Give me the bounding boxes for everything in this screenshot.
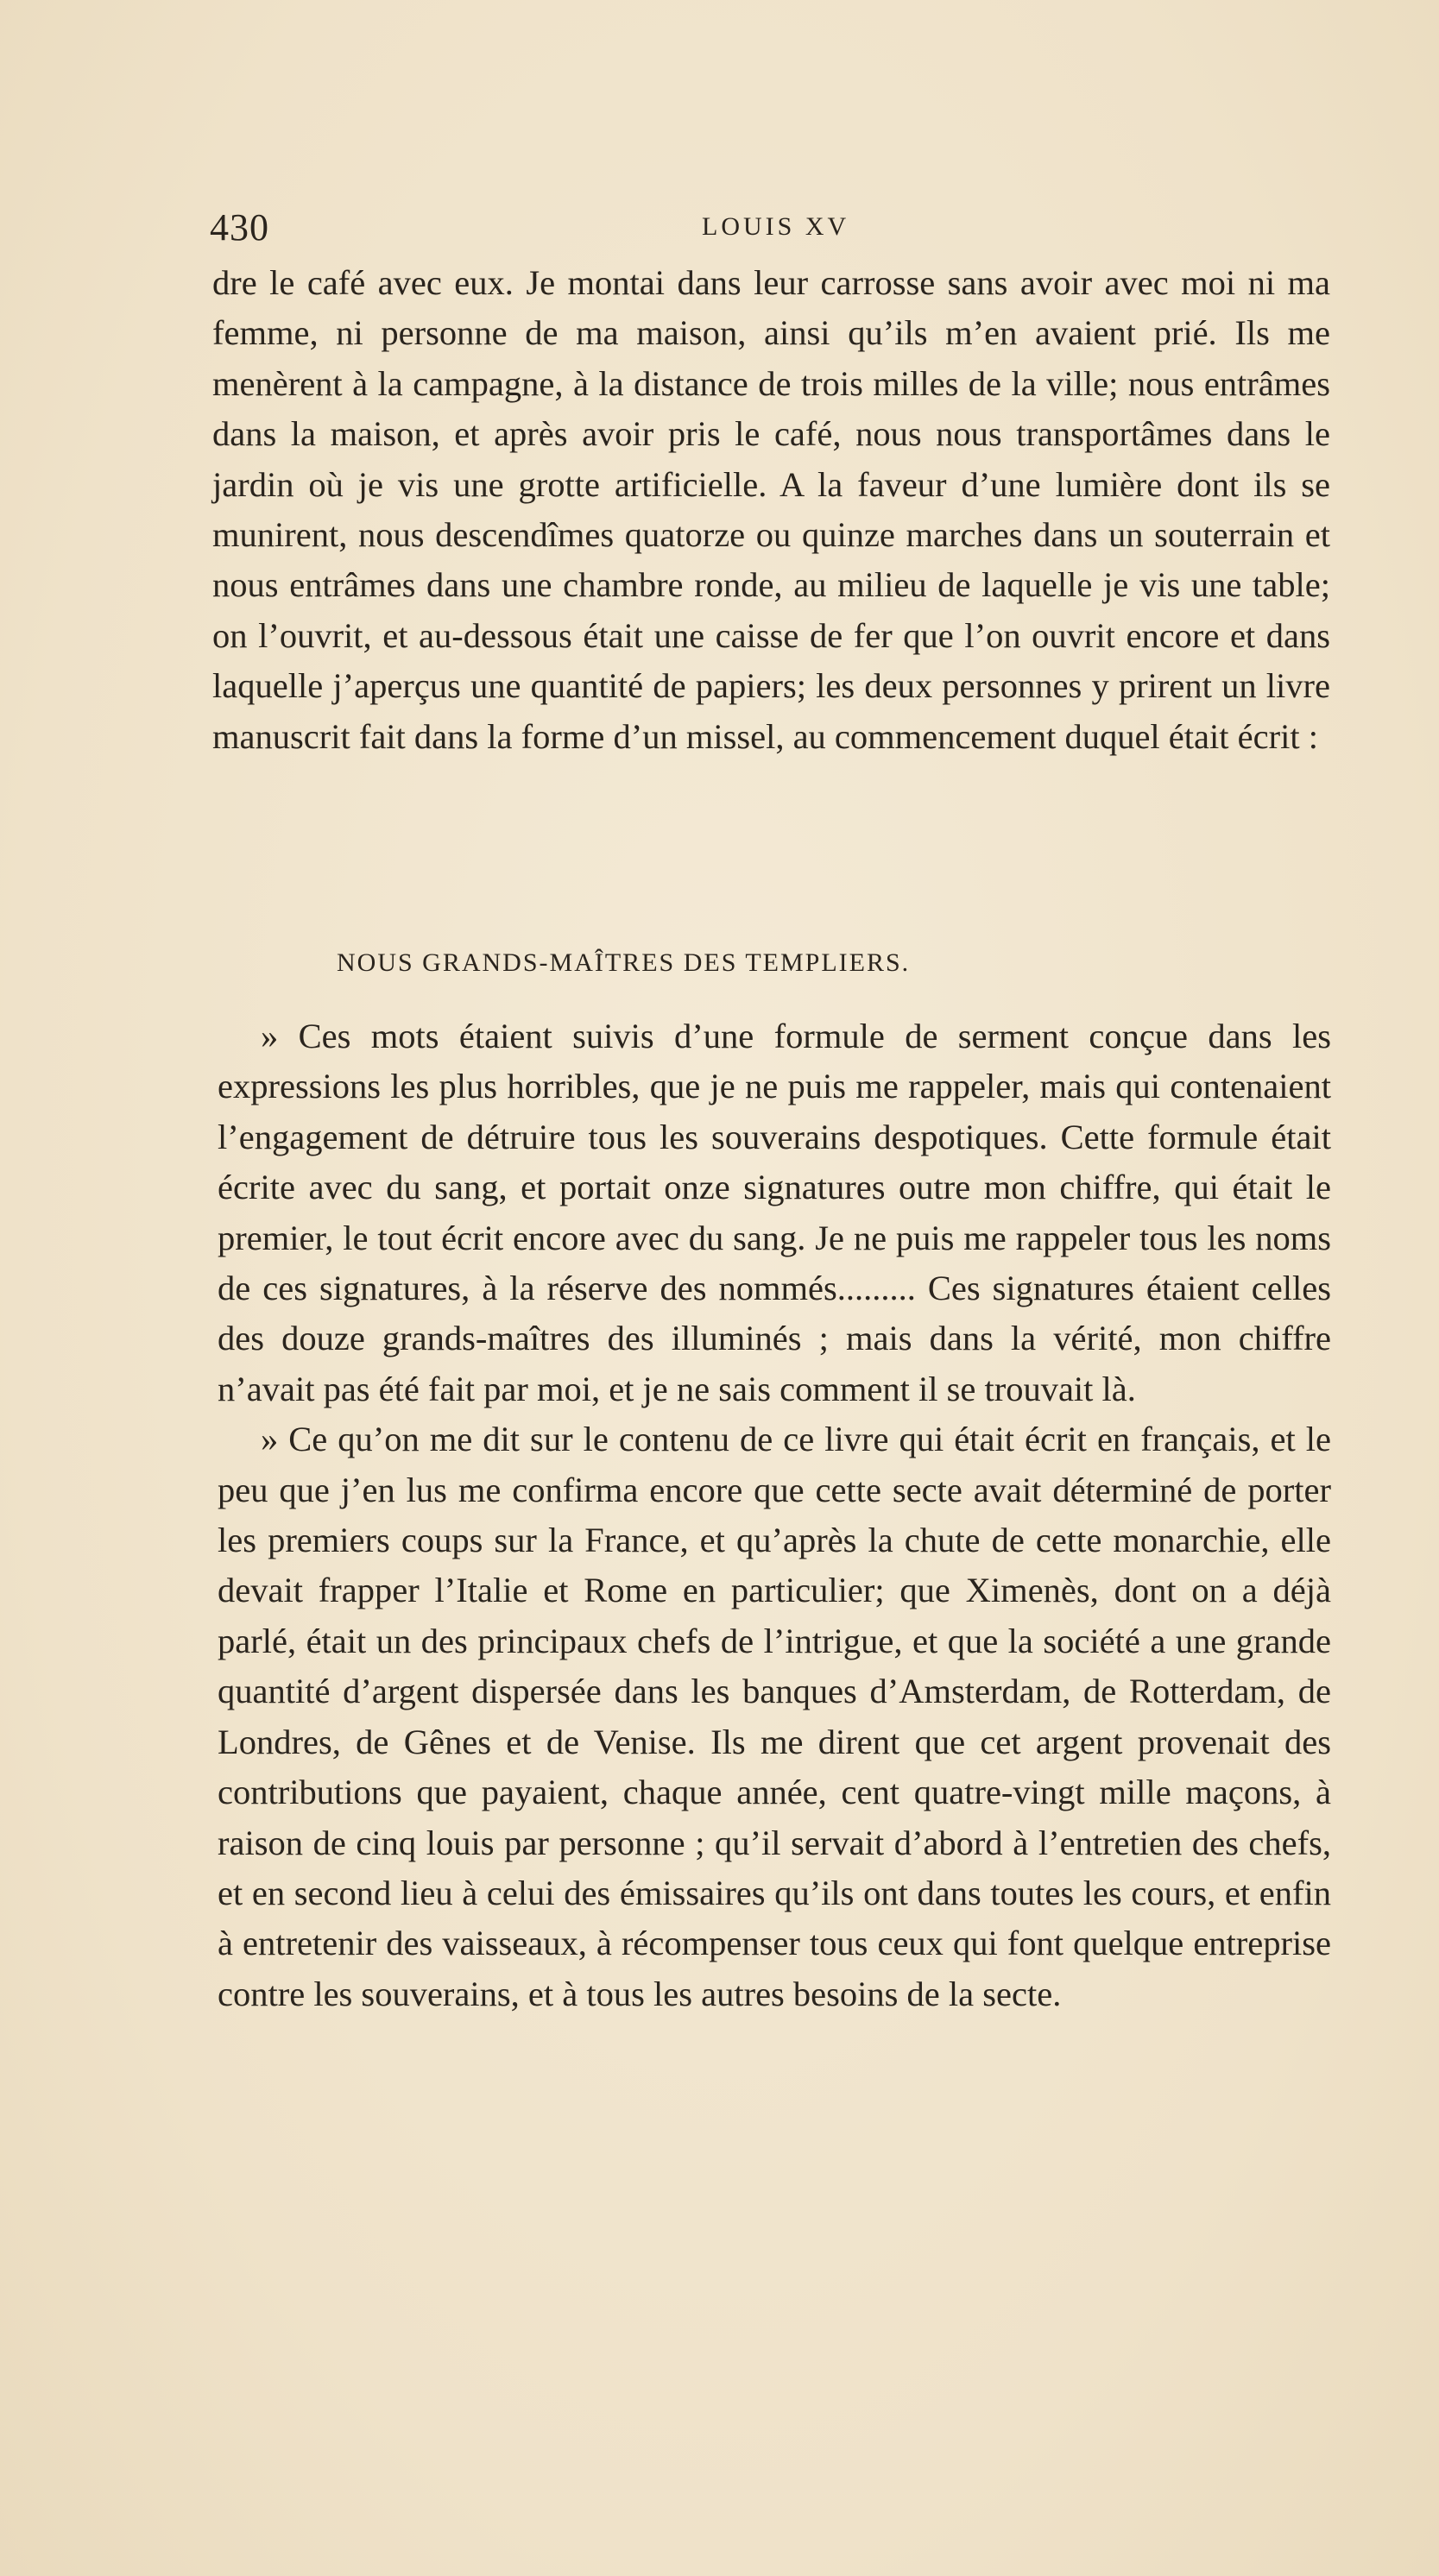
opening-text-block	[212, 258, 1330, 762]
running-title: LOUIS XV	[702, 212, 850, 241]
quoted-paragraph-2: » Ce qu’on me dit sur le contenu de ce livre qui était écrit en français, et le peu que j’en lus me confirma encore que cette secte avait déterminé de porter les premiers coups sur la France, et qu’après la chute de cette monarchie, elle devait frapper l’Italie et Rome en particulier; que Ximenès, dont on a déjà parlé, était un des principaux chefs de l’intrigue, et que la société a une grande quantité d’argent dispersée dans les banques d’Amsterdam, de Rotterdam, de Londres, de Gênes et de Venise. Ils me dirent que cet argent provenait des contributions que payaient, chaque année, cent quatre-vingt mille maçons, à raison de cinq louis par personne ; qu’il servait d’abord à l’entretien des chefs, et en second lieu à celui des émissaires qu’ils ont dans toutes les cours, et enfin à entretenir des vaisseaux, à récompenser tous ceux qui font quelque entreprise contre les souverains, et à tous les autres besoins de la secte.	[218, 1420, 1331, 2013]
quoted-text-block	[218, 1011, 1331, 2019]
page-header	[210, 205, 1332, 249]
section-heading: NOUS GRANDS-MAÎTRES DES TEMPLIERS.	[337, 948, 911, 977]
quoted-paragraph-1: » Ces mots étaient suivis d’une formule de serment conçue dans les expressions les plus horribles, que je ne puis me rappeler, mais qui contenaient l’engagement de détruire tous les souverains despotiques. Cette formule était écrite avec du sang, et portait onze signatures outre mon chiffre, qui était le premier, le tout écrit encore avec du sang. Je ne puis me rappeler tous les noms de ces signatures, à la réserve des nommés......... Ces signatures étaient celles des douze grands-maîtres des illuminés ; mais dans la vérité, mon chiffre n’avait pas été fait par moi, et je ne sais comment il se trouvait là.	[218, 1017, 1331, 1408]
page-number: 430	[210, 206, 269, 249]
opening-paragraph: dre le café avec eux. Je montai dans leur carrosse sans avoir avec moi ni ma femme, ni personne de ma maison, ainsi qu’ils m’en avaient prié. Ils me menèrent à la campagne, à la distance de trois milles de la ville; nous entrâmes dans la maison, et après avoir pris le café, nous nous transportâmes dans le jardin où je vis une grotte artificielle. A la faveur d’une lumière dont ils se munirent, nous descendîmes quatorze ou quinze marches dans un souterrain et nous entrâmes dans une chambre ronde, au milieu de laquelle je vis une table; on l’ouvrit, et au-dessous était une caisse de fer que l’on ouvrit encore et dans laquelle j’aperçus une quantité de papiers; les deux personnes y prirent un livre manuscrit fait dans la forme d’un missel, au commencement duquel était écrit :	[212, 263, 1330, 756]
